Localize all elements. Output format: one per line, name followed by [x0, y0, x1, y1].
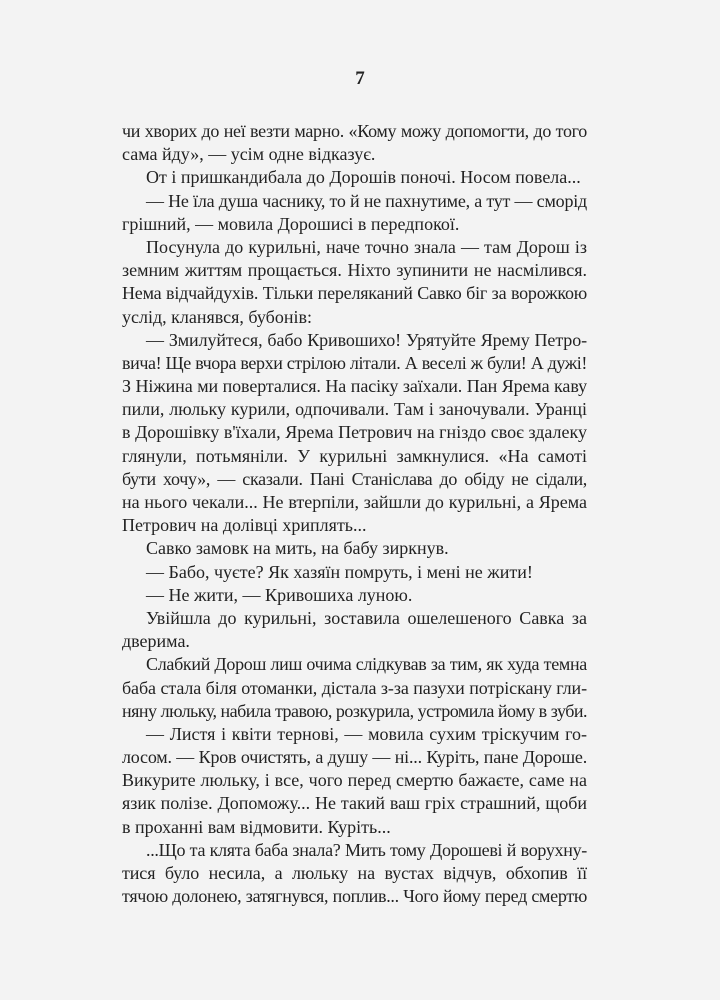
- text-line: грішний, — мовила Дорошисі в передпокої.: [122, 213, 460, 234]
- text-line: вича! Ще вчора верхи стрілою літали. А веселі ж були! А дужі!: [122, 352, 587, 373]
- text-line: на нього чекали... Не втерпіли, зайшли до курильні, а Ярема: [122, 492, 587, 512]
- text-line: Савко замовк на мить, на бабу зиркнув.: [146, 538, 449, 559]
- text-line: няну люльку, набила травою, розкурила, устромила йому в зуби.: [122, 700, 587, 721]
- text-line: глянули, потьмяніли. У курильні замкнулися. «На самоті: [122, 445, 587, 466]
- text-line: земним життям прощається. Ніхто зупинити не насмілився.: [122, 260, 587, 281]
- text-line: тячою долонею, затягнувся, поплив... Чого йому перед смертю: [122, 886, 587, 907]
- text-line: лосом. — Кров очистять, а душу — ні... Куріть, пане Дороше.: [122, 747, 587, 768]
- text-line: услід, кланявся, бубонів:: [122, 306, 312, 327]
- text-line: От і пришкандибала до Дорошів поночі. Носом повела...: [146, 167, 581, 188]
- text-line: Петрович на долівці хриплять...: [122, 515, 367, 536]
- text-line: Викурите люльку, і все, чого перед смертю бажаєте, саме на: [122, 770, 587, 791]
- text-line: — Не їла душа часнику, то й не пахнутиме, а тут — сморід: [146, 190, 587, 211]
- text-line: — Не жити, — Кривошиха луною.: [146, 584, 413, 605]
- text-line: язик полізе. Допоможу... Не такий ваш гріх страшний, щоби: [122, 793, 587, 814]
- text-line: З Ніжина ми поверталися. На пасіку заїхали. Пан Ярема каву: [122, 376, 587, 397]
- text-line: Слабкий Дорош лиш очима слідкував за тим, як худа темна: [146, 654, 587, 675]
- text-line: пили, люльку курили, одпочивали. Там і заночували. Уранці: [122, 399, 587, 420]
- text-line: в Дорошівку в'їхали, Ярема Петрович на гніздо своє здалеку: [122, 422, 587, 443]
- text-line: баба стала біля отоманки, дістала з-за пазухи потріскану гли-: [122, 677, 587, 698]
- body-text: [122, 120, 587, 908]
- text-line: тися було несила, а люльку на вустах відчув, обхопив її: [122, 863, 587, 883]
- page-number: 7: [355, 68, 365, 89]
- text-line: чи хворих до неї везти марно. «Кому можу допомогти, до того: [122, 121, 587, 141]
- text-line: — Бабо, чуєте? Як хазяїн помруть, і мені не жити!: [146, 561, 533, 582]
- text-line: дверима.: [122, 631, 190, 652]
- text-line: в проханні вам відмовити. Куріть...: [122, 816, 391, 837]
- text-line: — Листя і квіти тернові, — мовила сухим тріскучим го-: [146, 723, 587, 744]
- text-line: бути хочу», — сказали. Пані Станіслава до обіду не сідали,: [122, 468, 587, 489]
- text-line: сама йду», — усім одне відказує.: [122, 144, 376, 165]
- text-line: ...Що та клята баба знала? Мить тому Дорошеві й ворухну-: [146, 839, 587, 860]
- text-line: Увійшла до курильні, зоставила ошелешеного Савка за: [146, 607, 587, 628]
- text-line: Нема відчайдухів. Тільки переляканий Савко біг за ворожкою: [122, 283, 587, 304]
- text-line: Посунула до курильні, наче точно знала — там Дорош із: [146, 236, 587, 257]
- text-line: — Змилуйтеся, бабо Кривошихо! Урятуйте Ярему Петро-: [146, 329, 587, 350]
